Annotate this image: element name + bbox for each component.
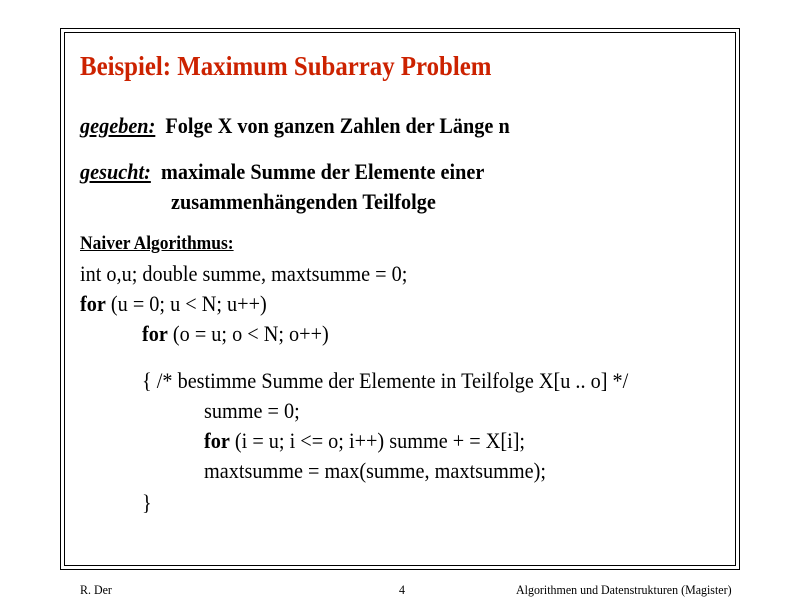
given-text: Folge X von ganzen Zahlen der Länge n [165, 113, 510, 138]
code-line-1: int o,u; double summe, maxtsumme = 0; [80, 261, 408, 286]
sought-text-line1: maximale Summe der Elemente einer [160, 159, 485, 184]
sought-label: gesucht: [80, 159, 151, 184]
code-line-2-rest: (u = 0; u < N; u++) [110, 291, 267, 316]
code-line-2 [80, 291, 267, 317]
code-line-8: } [142, 490, 152, 515]
code-line-6-rest: (i = u; i <= o; i++) summe + = X[i]; [234, 428, 526, 453]
code-line-7: maxtsumme = max(summe, maxtsumme); [204, 458, 546, 483]
code-line-5: summe = 0; [204, 398, 300, 423]
sought-text-line2: zusammenhängenden Teilfolge [171, 189, 436, 214]
footer-course: Algorithmen und Datenstrukturen (Magister) [516, 582, 732, 597]
keyword-for: for [142, 321, 168, 346]
code-line-6 [204, 428, 525, 454]
sought-line [80, 159, 484, 185]
given-label: gegeben: [80, 113, 156, 138]
slide-title: Beispiel: Maximum Subarray Problem [80, 51, 492, 81]
footer-page-number: 4 [399, 582, 405, 597]
code-line-3 [142, 321, 329, 347]
code-line-3-rest: (o = u; o < N; o++) [172, 321, 329, 346]
footer-author: R. Der [80, 582, 112, 597]
algorithm-heading: Naiver Algorithmus: [80, 233, 234, 254]
given-line [80, 113, 510, 139]
keyword-for: for [80, 291, 106, 316]
code-line-4: { /* bestimme Summe der Elemente in Teilfolge X[u .. o] */ [142, 368, 629, 393]
keyword-for: for [204, 428, 230, 453]
